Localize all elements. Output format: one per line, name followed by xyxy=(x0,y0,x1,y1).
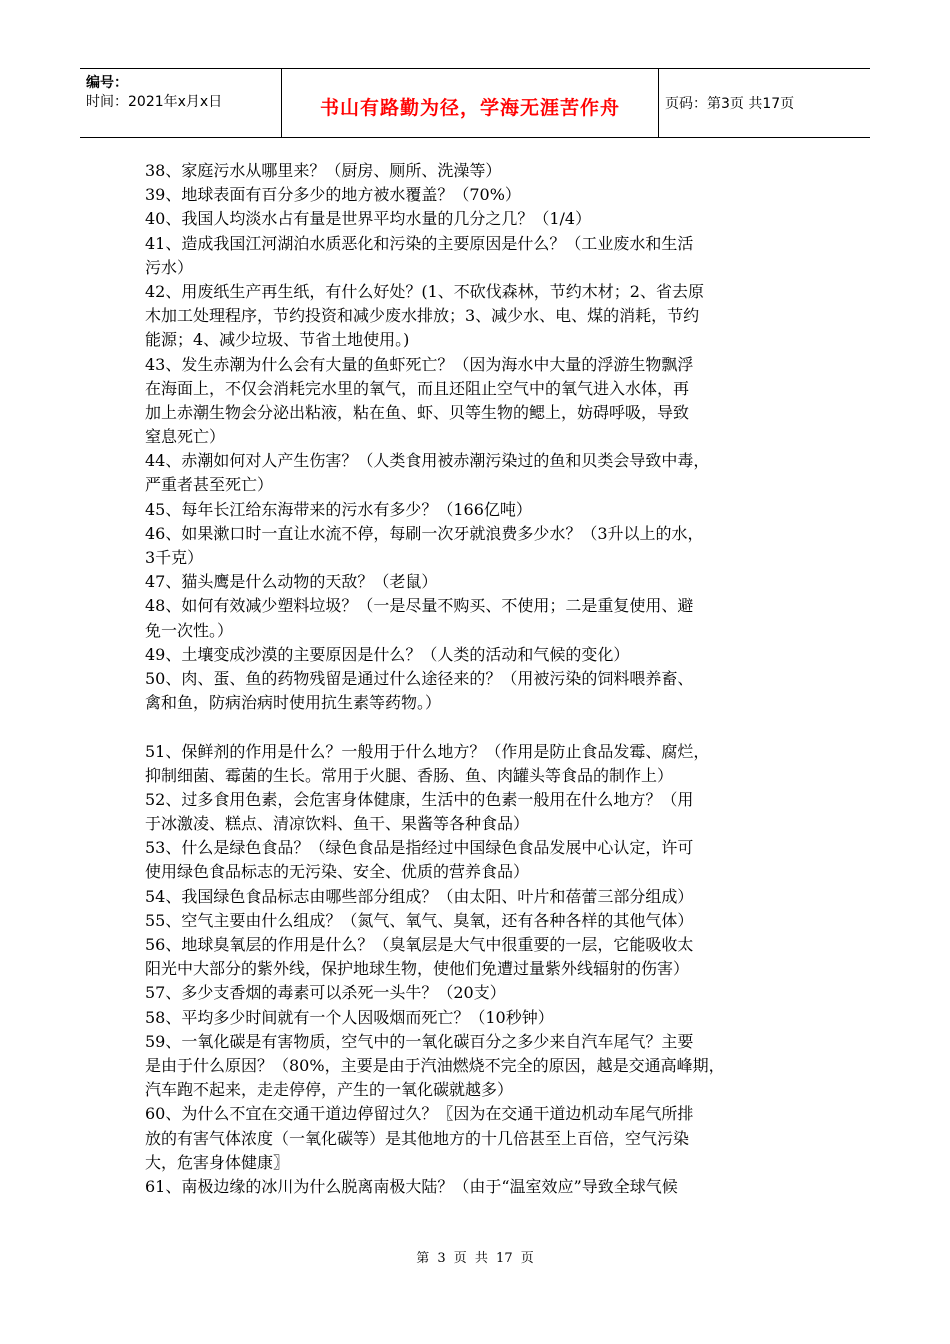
page-header xyxy=(80,68,870,138)
text-line: 阳光中大部分的紫外线，保护地球生物，使他们免遭过量紫外线辐射的伤害） xyxy=(145,959,690,979)
text-line: 在海面上，不仅会消耗完水里的氧气，而且还阻止空气中的氧气进入水体，再 xyxy=(145,378,690,398)
date-label: 时间：2021年x月x日 xyxy=(86,94,223,110)
text-line: 是由于什么原因？（80%，主要是由于汽油燃烧不完全的原因，越是交通高峰期， xyxy=(145,1055,725,1075)
text-line: 加上赤潮生物会分泌出粘液，粘在鱼、虾、贝等生物的鳃上，妨碍呼吸，导致 xyxy=(145,402,690,422)
text-line: 窒息死亡） xyxy=(145,427,226,447)
text-line: 能源；4、减少垃圾、节省土地使用。) xyxy=(145,330,410,350)
page-footer: 第 3 页 共 17 页 xyxy=(416,1251,534,1266)
text-line: 43、发生赤潮为什么会有大量的鱼虾死亡？（因为海水中大量的浮游生物飘浮 xyxy=(145,354,694,374)
text-line: 于冰激凌、糕点、清凉饮料、鱼干、果酱等各种食品） xyxy=(145,814,530,834)
text-line: 41、造成我国江河湖泊水质恶化和污染的主要原因是什么？（工业废水和生活 xyxy=(145,233,694,253)
text-line: 51、保鲜剂的作用是什么？一般用于什么地方？（作用是防止食品发霉、腐烂， xyxy=(145,741,710,761)
text-line: 55、空气主要由什么组成？（氮气、氧气、臭氧，还有各种各样的其他气体） xyxy=(145,910,694,930)
text-line: 46、如果漱口时一直让水流不停，每刷一次牙就浪费多少水？（3升以上的水， xyxy=(145,523,704,543)
text-line: 52、过多食用色素，会危害身体健康，生活中的色素一般用在什么地方？（用 xyxy=(145,789,694,809)
text-line: 60、为什么不宜在交通干道边停留过久？〖因为在交通干道边机动车尾气所排 xyxy=(145,1104,694,1124)
text-line: 44、赤潮如何对人产生伤害？（人类食用被赤潮污染过的鱼和贝类会导致中毒， xyxy=(145,451,710,471)
text-line: 39、地球表面有百分多少的地方被水覆盖？（70%） xyxy=(145,185,521,205)
text-line: 禽和鱼，防病治病时使用抗生素等药物。） xyxy=(145,693,442,713)
code-label: 编号： xyxy=(86,75,128,91)
text-line: 53、什么是绿色食品？（绿色食品是指经过中国绿色食品发展中心认定，许可 xyxy=(145,838,694,858)
text-line: 40、我国人均淡水占有量是世界平均水量的几分之几？（1/4） xyxy=(145,209,592,229)
text-line: 汽车跑不起来，走走停停，产生的一氧化碳就越多） xyxy=(145,1080,514,1100)
text-line: 59、一氧化碳是有害物质，空气中的一氧化碳百分之多少来自汽车尾气？主要 xyxy=(145,1031,694,1051)
header-left-cell xyxy=(80,69,282,137)
text-line: 38、家庭污水从哪里来？（厨房、厕所、洗澡等） xyxy=(145,161,502,180)
text-line: 42、用废纸生产再生纸，有什么好处？(1、不砍伐森林，节约木材；2、省去原 xyxy=(145,281,704,301)
text-line: 木加工处理程序，节约投资和减少废水排放；3、减少水、电、煤的消耗，节约 xyxy=(145,306,700,326)
text-line: 严重者甚至死亡） xyxy=(145,475,274,495)
document-body xyxy=(145,159,815,1199)
header-middle-cell xyxy=(282,69,659,137)
text-line: 抑制细菌、霉菌的生长。常用于火腿、香肠、鱼、肉罐头等食品的制作上） xyxy=(145,765,674,785)
page-info: 页码：第3页 共17页 xyxy=(665,96,795,112)
text-line: 50、肉、蛋、鱼的药物残留是通过什么途径来的？（用被污染的饲料喂养畜、 xyxy=(145,668,694,688)
motto-text: 书山有路勤为径，学海无涯苦作舟 xyxy=(319,97,620,119)
text-line: 放的有害气体浓度（一氧化碳等）是其他地方的十几倍甚至上百倍，空气污染 xyxy=(145,1128,690,1148)
header-right-cell xyxy=(659,69,870,137)
text-line: 56、地球臭氧层的作用是什么？（臭氧层是大气中很重要的一层，它能吸收太 xyxy=(145,935,694,954)
text-line: 免一次性。） xyxy=(145,620,234,640)
blank-line xyxy=(145,715,815,739)
text-line: 54、我国绿色食品标志由哪些部分组成？（由太阳、叶片和蓓蕾三部分组成） xyxy=(145,886,694,906)
text-line: 大，危害身体健康〗 xyxy=(145,1152,290,1172)
text-line: 45、每年长江给东海带来的污水有多少？（166亿吨） xyxy=(145,499,532,519)
text-line: 48、如何有效减少塑料垃圾？（一是尽量不购买、不使用；二是重复使用、避 xyxy=(145,596,694,616)
text-line: 使用绿色食品标志的无污染、安全、优质的营养食品） xyxy=(145,862,530,882)
text-line: 污水） xyxy=(145,257,194,277)
text-line: 58、平均多少时间就有一个人因吸烟而死亡？（10秒钟） xyxy=(145,1007,554,1027)
text-line: 47、猫头鹰是什么动物的天敌？（老鼠） xyxy=(145,572,438,592)
text-line: 57、多少支香烟的毒素可以杀死一头牛？（20支） xyxy=(145,983,506,1003)
text-line: 61、南极边缘的冰川为什么脱离南极大陆？（由于“温室效应”导致全球气候 xyxy=(145,1176,678,1196)
text-line: 49、土壤变成沙漠的主要原因是什么？（人类的活动和气候的变化） xyxy=(145,644,630,664)
text-line: 3千克） xyxy=(145,548,204,567)
